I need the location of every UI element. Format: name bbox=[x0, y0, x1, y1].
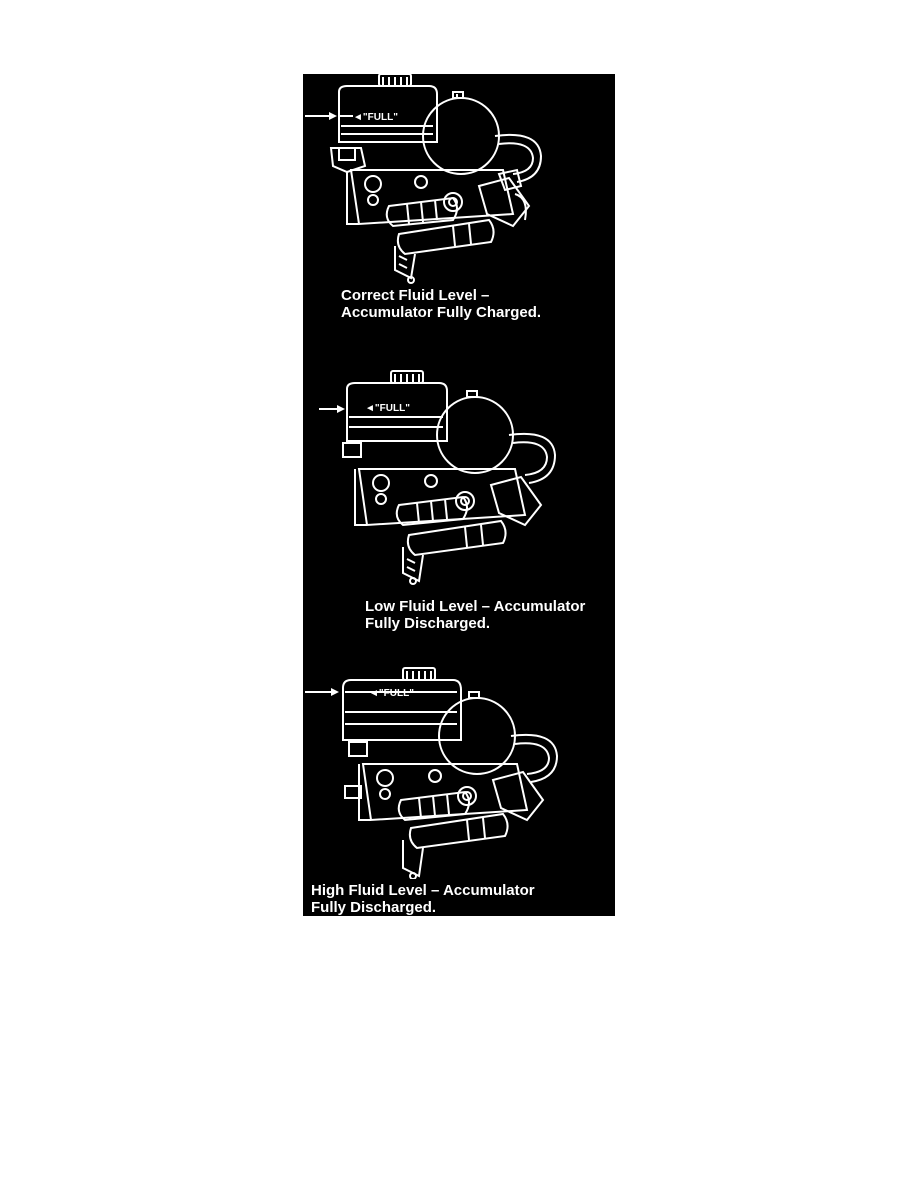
fluid-level-figure bbox=[303, 74, 615, 916]
full-mark-label: ◄"FULL" bbox=[369, 688, 414, 699]
fluid-level-arrow-icon bbox=[305, 688, 339, 696]
panel-correct-fluid-level bbox=[303, 74, 615, 324]
panel-high-fluid-level bbox=[303, 664, 615, 916]
panel-caption bbox=[311, 882, 535, 916]
panel-caption bbox=[365, 598, 585, 632]
caption-line-2: Fully Discharged. bbox=[311, 899, 437, 916]
hydraulic-unit-illustration bbox=[303, 369, 615, 589]
hydraulic-unit-illustration bbox=[303, 74, 615, 289]
caption-line-1: Low Fluid Level – Accumulator bbox=[365, 598, 586, 615]
full-mark-label: ◄"FULL" bbox=[353, 112, 398, 123]
panel-caption bbox=[341, 287, 541, 321]
full-mark-text: "FULL" bbox=[374, 403, 410, 414]
fluid-level-arrow-icon bbox=[319, 405, 345, 413]
full-mark-label: ◄"FULL" bbox=[365, 403, 410, 414]
caption-line-1: High Fluid Level – Accumulator bbox=[311, 882, 535, 899]
caption-line-1: Correct Fluid Level – bbox=[341, 287, 490, 304]
panel-low-fluid-level bbox=[303, 369, 615, 639]
full-mark-text: "FULL" bbox=[378, 688, 414, 699]
hydraulic-unit-illustration bbox=[303, 664, 615, 879]
fluid-level-arrow-icon bbox=[305, 112, 337, 120]
full-mark-text: "FULL" bbox=[362, 112, 398, 123]
caption-line-2: Fully Discharged. bbox=[365, 615, 491, 632]
caption-line-2: Accumulator Fully Charged. bbox=[341, 304, 542, 321]
